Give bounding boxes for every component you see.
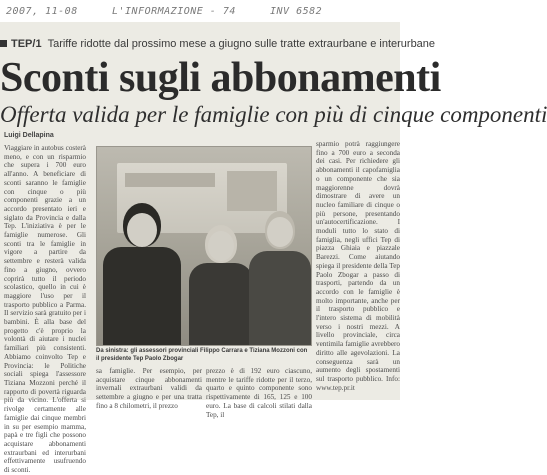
kicker-text: Tariffe ridotte dal prossimo mese a giugno sulle tratte extraurbane e interurbane [47, 38, 436, 50]
article-column-right [316, 140, 400, 400]
kicker-row [0, 38, 436, 52]
article-text: sa famiglie. Per esempio, per acquistare cinque abbonamenti invernali extraurbani validi da settembre a giugno e per una tratta fino a 8 chilometri, il prezzo [96, 367, 202, 410]
article-column-left [4, 144, 86, 475]
section-tag: TEP/1 [11, 38, 42, 50]
handwritten-annotation [0, 0, 400, 22]
article-text: prezzo è di 192 euro ciascuno, mentre le tariffe ridotte per il terzo, quarto e quinto componente sono rispettivamente di 165, 125 e 100 euro. La base di calcoli stilati dalla Tep, il [206, 367, 312, 419]
article-text: sparmio potrà raggiungere fino a 700 euro a seconda dei casi. Per richiedere gli abbonamenti il capofamiglia o un componente che sia maggiorenne dovrà dimostrare di avere un nucleo familiare di cinque o più persone, presentando un'autocertificazione. I moduli tutto lo stato di famiglia, negli uffici Tep di piazza Ghiaia e piazzale Barezzi. Come aiutando spiega il presidente della Tep Paolo Zbogar a passo di trasporti, partendo da un accordo con le famiglie è molto importante, anche per il trasporto pubblico e l'intero sistema di mobilità verso i nostri mezzi. A livello provinciale, circa ventimila famiglie avrebbero diritto alle agevolazioni. La conseguenza sarà un aumento degli spostamenti sul trasporto pubblico. Info: www.tep.pr.it [316, 140, 400, 392]
headline: Sconti sugli abbonamenti [0, 55, 441, 101]
annotation-reference: INV 6582 [270, 6, 323, 17]
byline: Luigi Dellapina [4, 132, 54, 139]
photo-person-left [103, 195, 181, 345]
photo-caption: Da sinistra: gli assessori provinciali Filippo Carrara e Tiziana Mozzoni con il presidente Tep Paolo Zbogar [96, 348, 308, 362]
article-column-middle [96, 367, 202, 410]
article-column-middle-2 [206, 367, 312, 419]
photo-person-right [247, 205, 311, 345]
annotation-date: 2007, 11-08 [6, 6, 78, 17]
annotation-publication: L'INFORMAZIONE - 74 [112, 6, 236, 17]
subheadline: Offerta valida per le famiglie con più di cinque componenti [0, 102, 547, 127]
square-bullet-icon [0, 40, 7, 47]
article-photo [96, 146, 312, 346]
newspaper-clipping [0, 22, 547, 475]
article-text: Viaggiare in autobus costerà meno, e con un risparmio che supera i 700 euro all'anno. A beneficiare di sconti saranno le famiglie con cinque o più componenti grazie a un accordo presentato ieri e siglato da Provincia e dalla Tep. L'iniziativa è per le famiglie numerose. Gli sconti tra le famiglie in vigore a partire da settembre e resterà valida fino a giugno, ovvero coprirà tutto il periodo scolastico, quello in cui è maggiore l'uso per il trasporto pubblico a Parma. Il servizio sarà gratuito per i bambini. È alla base del progetto c'è proprio la volontà di aiutare i nuclei familiari più consistenti. Abbiamo coinvolto Tep e Provincia: le Politiche sociali spiega l'assessore Tiziana Mozzoni perché il rapporto di povertà riguarda più da vicino. L'offerta si rivolge certamente alle famiglie dai cinque membri in su per esempio mamma, papà e tre figli che possono acquistare abbonamenti extraurbani ed interurbani effettivamente usufruendo di sconti. [4, 144, 86, 475]
photo-detail [125, 173, 215, 187]
photo-person-center [189, 217, 253, 345]
